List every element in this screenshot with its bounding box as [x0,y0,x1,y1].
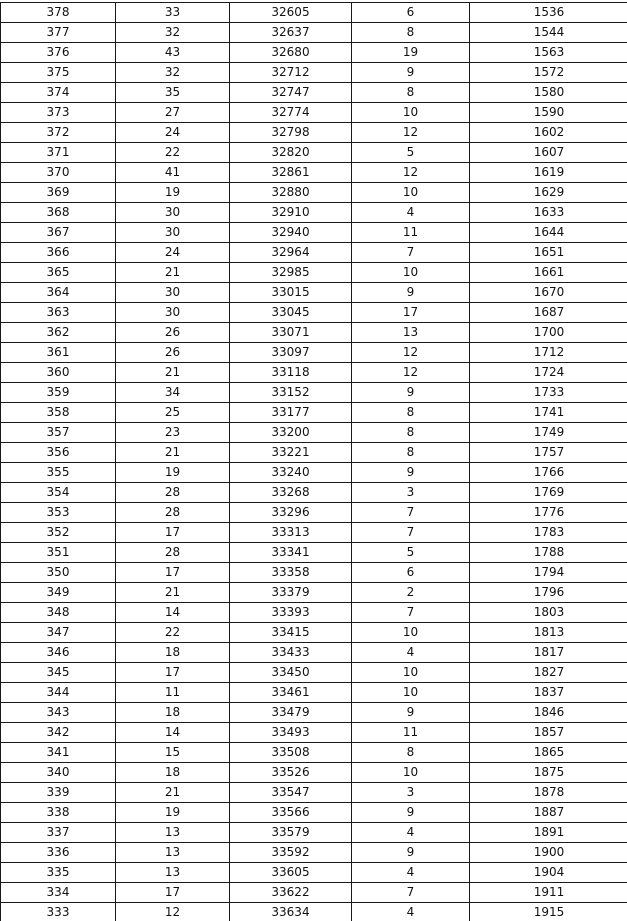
sub-count-cell: 3 [352,483,470,503]
table-row [1,503,627,523]
cumulative-count-cell: 33177 [230,403,352,423]
sub-count-cell: 10 [352,763,470,783]
cumulative-count-cell: 33118 [230,363,352,383]
score-cell: 347 [1,623,116,643]
table-row [1,723,627,743]
cumulative-count-cell: 32880 [230,183,352,203]
table-row [1,663,627,683]
count-cell: 43 [116,43,230,63]
sub-cumulative-cell: 1911 [470,883,627,903]
sub-cumulative-cell: 1619 [470,163,627,183]
sub-count-cell: 11 [352,223,470,243]
sub-cumulative-cell: 1766 [470,463,627,483]
sub-cumulative-cell: 1846 [470,703,627,723]
score-cell: 369 [1,183,116,203]
sub-cumulative-cell: 1757 [470,443,627,463]
cumulative-count-cell: 33547 [230,783,352,803]
score-cell: 351 [1,543,116,563]
cumulative-count-cell: 32964 [230,243,352,263]
table-row [1,3,627,23]
cumulative-count-cell: 33296 [230,503,352,523]
table-row [1,563,627,583]
sub-count-cell: 2 [352,583,470,603]
table-row [1,623,627,643]
cumulative-count-cell: 33097 [230,343,352,363]
count-cell: 21 [116,443,230,463]
count-cell: 21 [116,363,230,383]
table-row [1,83,627,103]
count-cell: 35 [116,83,230,103]
sub-count-cell: 4 [352,903,470,921]
count-cell: 28 [116,543,230,563]
sub-count-cell: 7 [352,603,470,623]
cumulative-count-cell: 33045 [230,303,352,323]
sub-cumulative-cell: 1580 [470,83,627,103]
sub-cumulative-cell: 1857 [470,723,627,743]
score-cell: 345 [1,663,116,683]
cumulative-count-cell: 33634 [230,903,352,921]
score-cell: 377 [1,23,116,43]
sub-cumulative-cell: 1687 [470,303,627,323]
cumulative-count-cell: 33221 [230,443,352,463]
cumulative-count-cell: 32798 [230,123,352,143]
cumulative-count-cell: 33071 [230,323,352,343]
cumulative-count-cell: 32820 [230,143,352,163]
cumulative-count-cell: 33493 [230,723,352,743]
score-cell: 374 [1,83,116,103]
sub-cumulative-cell: 1827 [470,663,627,683]
cumulative-count-cell: 33152 [230,383,352,403]
sub-count-cell: 7 [352,503,470,523]
sub-count-cell: 6 [352,563,470,583]
sub-cumulative-cell: 1607 [470,143,627,163]
count-cell: 24 [116,243,230,263]
cumulative-count-cell: 32940 [230,223,352,243]
table-row [1,843,627,863]
table-row [1,883,627,903]
score-cell: 375 [1,63,116,83]
sub-cumulative-cell: 1629 [470,183,627,203]
score-cell: 370 [1,163,116,183]
sub-cumulative-cell: 1865 [470,743,627,763]
table-row [1,103,627,123]
table-row [1,643,627,663]
sub-count-cell: 4 [352,823,470,843]
count-cell: 28 [116,483,230,503]
count-cell: 23 [116,423,230,443]
sub-cumulative-cell: 1788 [470,543,627,563]
sub-cumulative-cell: 1875 [470,763,627,783]
sub-cumulative-cell: 1724 [470,363,627,383]
score-cell: 376 [1,43,116,63]
sub-cumulative-cell: 1817 [470,643,627,663]
cumulative-count-cell: 33341 [230,543,352,563]
score-cell: 368 [1,203,116,223]
sub-count-cell: 5 [352,143,470,163]
sub-count-cell: 4 [352,643,470,663]
cumulative-count-cell: 33526 [230,763,352,783]
table-row [1,903,627,921]
cumulative-count-cell: 33566 [230,803,352,823]
count-cell: 22 [116,143,230,163]
count-cell: 17 [116,523,230,543]
sub-count-cell: 7 [352,883,470,903]
count-cell: 24 [116,123,230,143]
sub-cumulative-cell: 1837 [470,683,627,703]
cumulative-count-cell: 33579 [230,823,352,843]
count-cell: 19 [116,463,230,483]
score-cell: 361 [1,343,116,363]
sub-count-cell: 13 [352,323,470,343]
sub-count-cell: 10 [352,263,470,283]
cumulative-count-cell: 32861 [230,163,352,183]
table-row [1,443,627,463]
sub-cumulative-cell: 1536 [470,3,627,23]
count-cell: 18 [116,643,230,663]
score-table-body [1,3,627,921]
table-row [1,363,627,383]
cumulative-count-cell: 33393 [230,603,352,623]
sub-cumulative-cell: 1904 [470,863,627,883]
score-cell: 356 [1,443,116,463]
sub-count-cell: 9 [352,283,470,303]
cumulative-count-cell: 33268 [230,483,352,503]
score-cell: 373 [1,103,116,123]
cumulative-count-cell: 33358 [230,563,352,583]
cumulative-count-cell: 33415 [230,623,352,643]
sub-count-cell: 3 [352,783,470,803]
score-cell: 363 [1,303,116,323]
sub-count-cell: 9 [352,703,470,723]
cumulative-count-cell: 33592 [230,843,352,863]
count-cell: 14 [116,603,230,623]
count-cell: 26 [116,343,230,363]
cumulative-count-cell: 33240 [230,463,352,483]
count-cell: 13 [116,863,230,883]
table-row [1,263,627,283]
count-cell: 14 [116,723,230,743]
score-cell: 352 [1,523,116,543]
table-row [1,223,627,243]
count-cell: 18 [116,763,230,783]
sub-cumulative-cell: 1544 [470,23,627,43]
sub-count-cell: 10 [352,663,470,683]
table-row [1,543,627,563]
sub-cumulative-cell: 1712 [470,343,627,363]
table-row [1,63,627,83]
sub-count-cell: 8 [352,23,470,43]
sub-count-cell: 11 [352,723,470,743]
sub-count-cell: 8 [352,83,470,103]
sub-cumulative-cell: 1783 [470,523,627,543]
score-cell: 334 [1,883,116,903]
sub-count-cell: 17 [352,303,470,323]
count-cell: 27 [116,103,230,123]
sub-cumulative-cell: 1572 [470,63,627,83]
score-cell: 335 [1,863,116,883]
table-row [1,803,627,823]
count-cell: 21 [116,783,230,803]
count-cell: 21 [116,583,230,603]
cumulative-count-cell: 33379 [230,583,352,603]
sub-cumulative-cell: 1602 [470,123,627,143]
table-row [1,283,627,303]
cumulative-count-cell: 32910 [230,203,352,223]
table-row [1,683,627,703]
sub-cumulative-cell: 1915 [470,903,627,921]
score-cell: 355 [1,463,116,483]
count-cell: 41 [116,163,230,183]
cumulative-count-cell: 32680 [230,43,352,63]
table-row [1,23,627,43]
table-row [1,583,627,603]
sub-count-cell: 10 [352,103,470,123]
cumulative-count-cell: 32637 [230,23,352,43]
cumulative-count-cell: 33433 [230,643,352,663]
sub-count-cell: 12 [352,363,470,383]
sub-count-cell: 12 [352,343,470,363]
score-cell: 372 [1,123,116,143]
cumulative-count-cell: 33461 [230,683,352,703]
sub-count-cell: 8 [352,423,470,443]
score-cell: 343 [1,703,116,723]
score-cell: 365 [1,263,116,283]
cumulative-count-cell: 32985 [230,263,352,283]
score-cell: 367 [1,223,116,243]
sub-count-cell: 5 [352,543,470,563]
count-cell: 30 [116,223,230,243]
sub-count-cell: 10 [352,683,470,703]
table-row [1,463,627,483]
score-cell: 353 [1,503,116,523]
sub-cumulative-cell: 1796 [470,583,627,603]
sub-cumulative-cell: 1749 [470,423,627,443]
table-row [1,43,627,63]
score-cell: 339 [1,783,116,803]
table-row [1,243,627,263]
score-cell: 338 [1,803,116,823]
sub-count-cell: 9 [352,383,470,403]
score-cell: 358 [1,403,116,423]
sub-count-cell: 10 [352,623,470,643]
table-row [1,783,627,803]
sub-count-cell: 19 [352,43,470,63]
score-cell: 348 [1,603,116,623]
sub-count-cell: 4 [352,203,470,223]
score-cell: 360 [1,363,116,383]
score-cell: 342 [1,723,116,743]
score-cell: 350 [1,563,116,583]
count-cell: 15 [116,743,230,763]
cumulative-count-cell: 33508 [230,743,352,763]
table-row [1,703,627,723]
score-cell: 336 [1,843,116,863]
count-cell: 18 [116,703,230,723]
score-cell: 333 [1,903,116,921]
sub-count-cell: 7 [352,523,470,543]
sub-cumulative-cell: 1813 [470,623,627,643]
sub-cumulative-cell: 1733 [470,383,627,403]
cumulative-count-cell: 33479 [230,703,352,723]
table-row [1,203,627,223]
sub-count-cell: 6 [352,3,470,23]
count-cell: 33 [116,3,230,23]
sub-cumulative-cell: 1661 [470,263,627,283]
score-cell: 354 [1,483,116,503]
sub-cumulative-cell: 1633 [470,203,627,223]
count-cell: 32 [116,23,230,43]
sub-count-cell: 12 [352,123,470,143]
cumulative-count-cell: 33015 [230,283,352,303]
table-row [1,763,627,783]
table-row [1,163,627,183]
count-cell: 17 [116,563,230,583]
sub-cumulative-cell: 1900 [470,843,627,863]
sub-cumulative-cell: 1776 [470,503,627,523]
sub-count-cell: 8 [352,443,470,463]
sub-count-cell: 9 [352,63,470,83]
count-cell: 34 [116,383,230,403]
count-cell: 30 [116,283,230,303]
cumulative-count-cell: 33605 [230,863,352,883]
sub-count-cell: 7 [352,243,470,263]
count-cell: 17 [116,663,230,683]
sub-count-cell: 9 [352,463,470,483]
sub-cumulative-cell: 1644 [470,223,627,243]
table-row [1,743,627,763]
table-row [1,343,627,363]
score-cell: 344 [1,683,116,703]
score-cell: 362 [1,323,116,343]
score-cell: 378 [1,3,116,23]
count-cell: 21 [116,263,230,283]
table-row [1,303,627,323]
cumulative-count-cell: 32747 [230,83,352,103]
table-row [1,143,627,163]
sub-cumulative-cell: 1803 [470,603,627,623]
score-cell: 337 [1,823,116,843]
count-cell: 13 [116,843,230,863]
cumulative-count-cell: 33622 [230,883,352,903]
table-row [1,403,627,423]
cumulative-count-cell: 33313 [230,523,352,543]
sub-cumulative-cell: 1887 [470,803,627,823]
sub-count-cell: 8 [352,743,470,763]
count-cell: 30 [116,203,230,223]
sub-cumulative-cell: 1878 [470,783,627,803]
count-cell: 12 [116,903,230,921]
sub-count-cell: 4 [352,863,470,883]
sub-cumulative-cell: 1563 [470,43,627,63]
sub-cumulative-cell: 1700 [470,323,627,343]
sub-count-cell: 9 [352,843,470,863]
table-row [1,823,627,843]
count-cell: 19 [116,803,230,823]
sub-count-cell: 8 [352,403,470,423]
score-table [0,2,627,921]
table-row [1,863,627,883]
count-cell: 22 [116,623,230,643]
score-cell: 346 [1,643,116,663]
table-row [1,123,627,143]
count-cell: 17 [116,883,230,903]
table-row [1,383,627,403]
score-cell: 340 [1,763,116,783]
sub-cumulative-cell: 1670 [470,283,627,303]
score-cell: 357 [1,423,116,443]
table-row [1,323,627,343]
sub-cumulative-cell: 1590 [470,103,627,123]
count-cell: 28 [116,503,230,523]
sub-cumulative-cell: 1651 [470,243,627,263]
table-row [1,423,627,443]
score-cell: 341 [1,743,116,763]
sub-cumulative-cell: 1741 [470,403,627,423]
count-cell: 11 [116,683,230,703]
table-row [1,483,627,503]
count-cell: 13 [116,823,230,843]
cumulative-count-cell: 33200 [230,423,352,443]
table-row [1,603,627,623]
sub-count-cell: 9 [352,803,470,823]
count-cell: 26 [116,323,230,343]
sub-cumulative-cell: 1769 [470,483,627,503]
cumulative-count-cell: 32605 [230,3,352,23]
sub-cumulative-cell: 1794 [470,563,627,583]
count-cell: 19 [116,183,230,203]
score-cell: 371 [1,143,116,163]
cumulative-count-cell: 32774 [230,103,352,123]
table-row [1,523,627,543]
table-row [1,183,627,203]
count-cell: 30 [116,303,230,323]
score-cell: 364 [1,283,116,303]
sub-count-cell: 12 [352,163,470,183]
score-cell: 366 [1,243,116,263]
score-cell: 359 [1,383,116,403]
sub-count-cell: 10 [352,183,470,203]
cumulative-count-cell: 32712 [230,63,352,83]
score-cell: 349 [1,583,116,603]
cumulative-count-cell: 33450 [230,663,352,683]
count-cell: 25 [116,403,230,423]
count-cell: 32 [116,63,230,83]
sub-cumulative-cell: 1891 [470,823,627,843]
